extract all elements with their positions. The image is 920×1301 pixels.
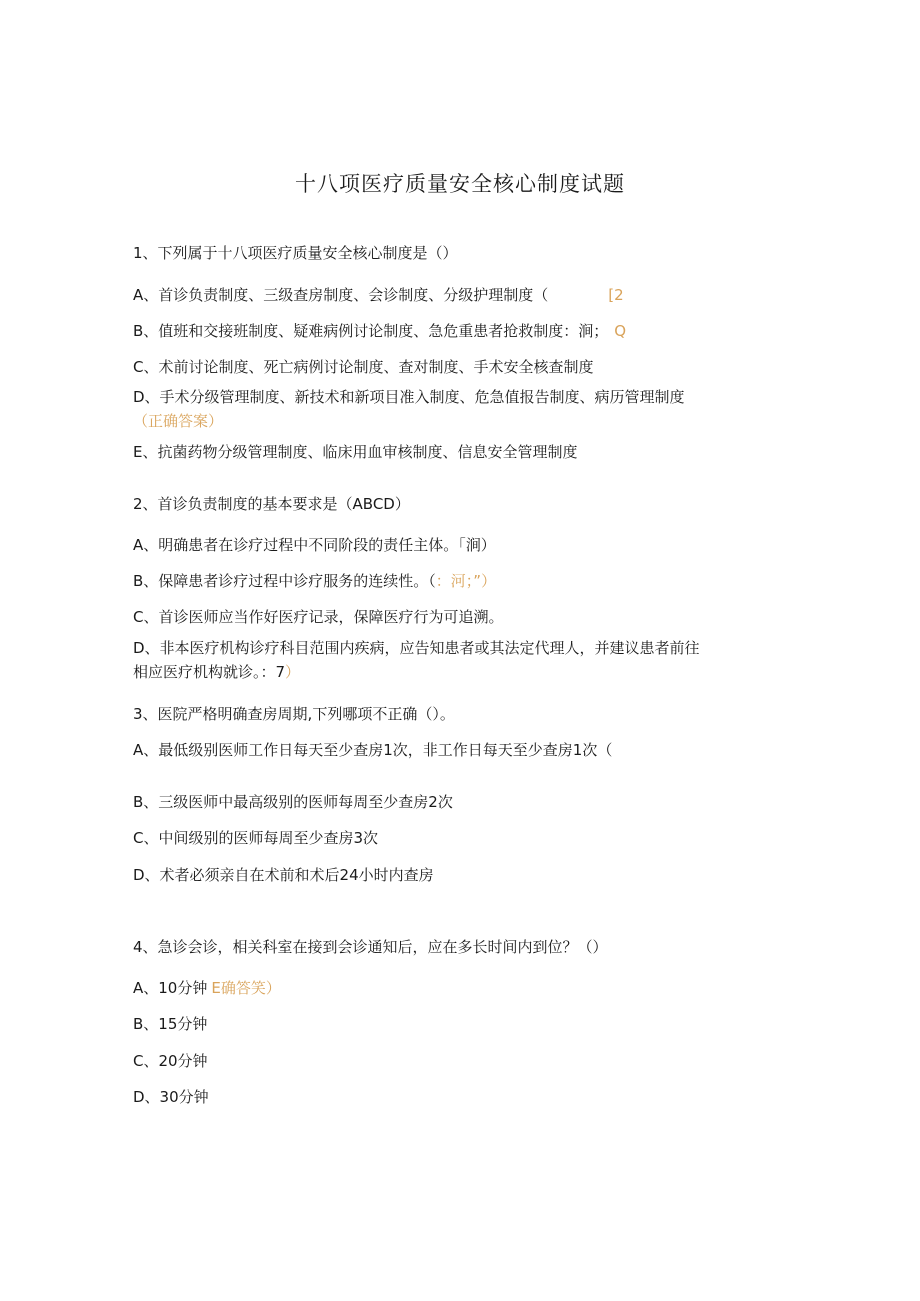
question-4-stem: 4、急诊会诊，相关科室在接到会诊通知后，应在多长时间内到位？（）: [133, 938, 608, 956]
question-1-option-c: C、术前讨论制度、死亡病例讨论制度、查对制度、手术安全核查制度: [133, 358, 594, 376]
question-2-stem: 2、首诊负责制度的基本要求是（ABCD）: [133, 495, 410, 513]
question-2-option-b: [133, 570, 496, 592]
question-1-stem: 1、下列属于十八项医疗质量安全核心制度是（）: [133, 244, 458, 262]
question-4-option-c: C、20分钟: [133, 1052, 208, 1070]
question-1-option-b: [133, 320, 626, 342]
document-title: 十八项医疗质量安全核心制度试题: [295, 172, 625, 196]
option-text: A、10分钟: [133, 979, 208, 997]
question-2-option-d: D、非本医疗机构诊疗科目范围内疾病，应告知患者或其法定代理人，并建议患者前往: [133, 639, 700, 657]
question-1-correct-mark: （正确答案）: [133, 412, 224, 430]
question-3-option-d: D、术者必须亲自在术前和术后24小时内查房: [133, 866, 434, 884]
question-1-option-d: D、手术分级管理制度、新技术和新项目准入制度、危急值报告制度、病历管理制度: [133, 388, 685, 406]
question-1-option-e: E、抗菌药物分级管理制度、临床用血审核制度、信息安全管理制度: [133, 443, 578, 461]
question-3-option-c: C、中间级别的医师每周至少查房3次: [133, 829, 379, 847]
question-2-option-a: A、明确患者在诊疗过程中不同阶段的责任主体。「涧）: [133, 536, 496, 554]
question-4-option-d: D、30分钟: [133, 1088, 209, 1106]
option-text: 相应医疗机构就诊。：7: [133, 663, 286, 681]
answer-mark: [2: [608, 286, 624, 304]
question-2-option-c: C、首诊医师应当作好医疗记录，保障医疗行为可追溯。: [133, 608, 504, 626]
question-3-stem: 3、医院严格明确查房周期,下列哪项不正确（）。: [133, 705, 455, 723]
option-text: B、保障患者诊疗过程中诊疗服务的连续性。（: [133, 572, 436, 590]
answer-mark: ：河；”）: [435, 572, 497, 590]
question-4-option-a: [133, 977, 281, 999]
option-text: B、值班和交接班制度、疑难病例讨论制度、急危重患者抢救制度：涧；: [133, 322, 609, 340]
answer-mark: ）: [285, 663, 301, 681]
answer-mark: Q: [614, 322, 627, 340]
question-2-option-d-continued: [133, 661, 300, 683]
question-3-option-a: A、最低级别医师工作日每天至少查房1次，非工作日每天至少查房1次（: [133, 741, 613, 759]
question-4-option-b: B、15分钟: [133, 1015, 208, 1033]
answer-mark: E确答笑）: [211, 979, 281, 997]
option-text: A、首诊负责制度、三级查房制度、会诊制度、分级护理制度（: [133, 286, 549, 304]
question-1-option-a: [133, 284, 624, 306]
question-3-option-b: B、三级医师中最高级别的医师每周至少查房2次: [133, 793, 453, 811]
